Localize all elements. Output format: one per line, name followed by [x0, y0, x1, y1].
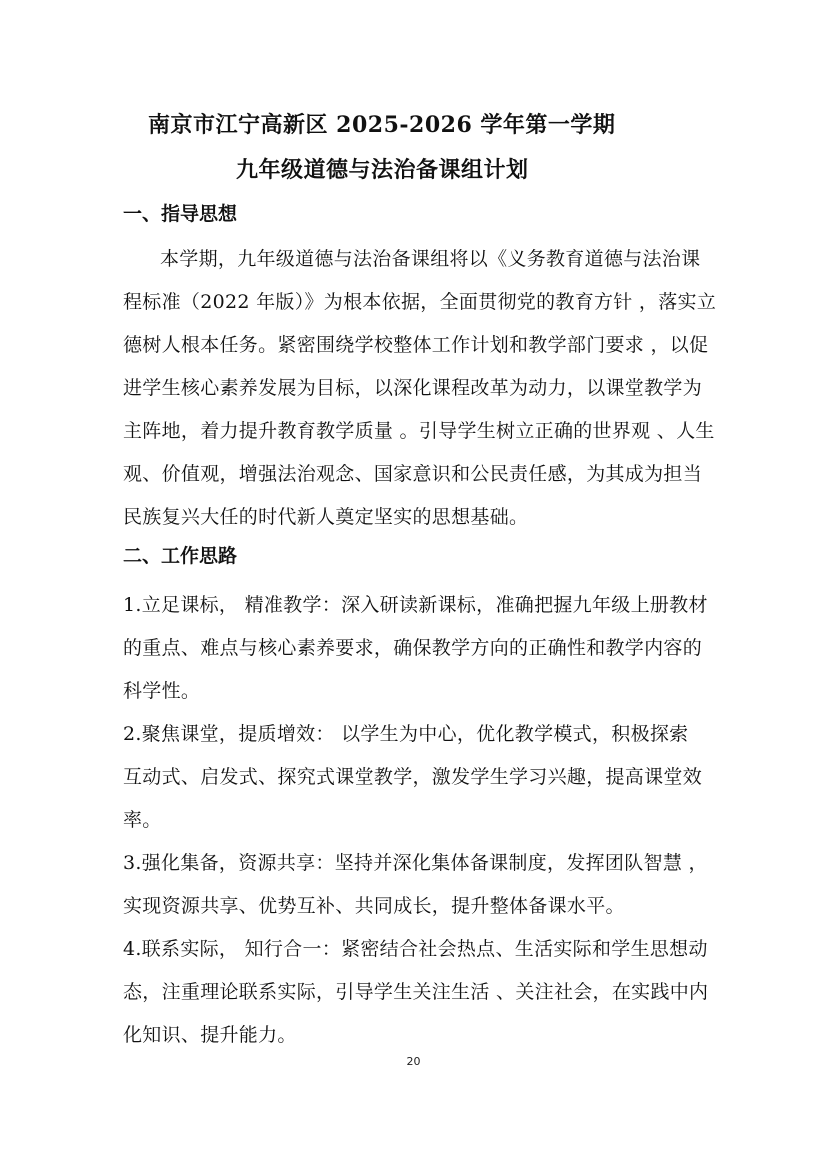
list-item-line: 科学性。	[123, 680, 201, 702]
page-number: 20	[406, 1055, 421, 1068]
list-item-line: 率。	[123, 809, 162, 831]
list-item-line: 4.联系实际， 知行合一：紧密结合社会热点、生活实际和学生思想动	[123, 938, 708, 960]
section-heading-work-approach: 二、工作思路	[123, 545, 238, 567]
list-item-line: 态，注重理论联系实际，引导学生关注生活 、关注社会，在实践中内	[123, 981, 709, 1003]
paragraph-line: 本学期，九年级道德与法治备课组将以《义务教育道德与法治课	[160, 248, 701, 270]
list-item-line: 互动式、启发式、探究式课堂教学，激发学生学习兴趣，提高课堂效	[123, 766, 703, 788]
paragraph-line: 进学生核心素养发展为目标，以深化课程改革为动力，以课堂教学为	[123, 377, 703, 399]
paragraph-line: 德树人根本任务。紧密围绕学校整体工作计划和教学部门要求 ，以促	[123, 334, 709, 356]
paragraph-line: 程标准（2022 年版）》为根本依据，全面贯彻党的教育方针 ，落实立	[123, 291, 717, 313]
paragraph-line: 观、价值观，增强法治观念、国家意识和公民责任感，为其成为担当	[123, 463, 703, 485]
paragraph-line: 民族复兴大任的时代新人奠定坚实的思想基础。	[123, 506, 529, 528]
list-item-line: 2.聚焦课堂，提质增效： 以学生为中心，优化教学模式，积极探索	[123, 723, 689, 745]
list-item-line: 的重点、难点与核心素养要求，确保教学方向的正确性和教学内容的	[123, 637, 703, 659]
section-heading-guiding-ideology: 一、指导思想	[123, 203, 238, 225]
document-title-line-2: 九年级道德与法治备课组计划	[236, 157, 529, 183]
list-item-line: 1.立足课标， 精准教学：深入研读新课标，准确把握九年级上册教材	[123, 594, 708, 616]
list-item-line: 化知识、提升能力。	[123, 1024, 297, 1046]
list-item-line: 实现资源共享、优势互补、共同成长，提升整体备课水平。	[123, 895, 625, 917]
list-item-line: 3.强化集备，资源共享：坚持并深化集体备课制度，发挥团队智慧 ，	[123, 852, 708, 874]
paragraph-line: 主阵地，着力提升教育教学质量 。引导学生树立正确的世界观 、人生	[123, 420, 715, 442]
document-title-line-1: 南京市江宁高新区 2025-2026 学年第一学期	[148, 112, 616, 138]
